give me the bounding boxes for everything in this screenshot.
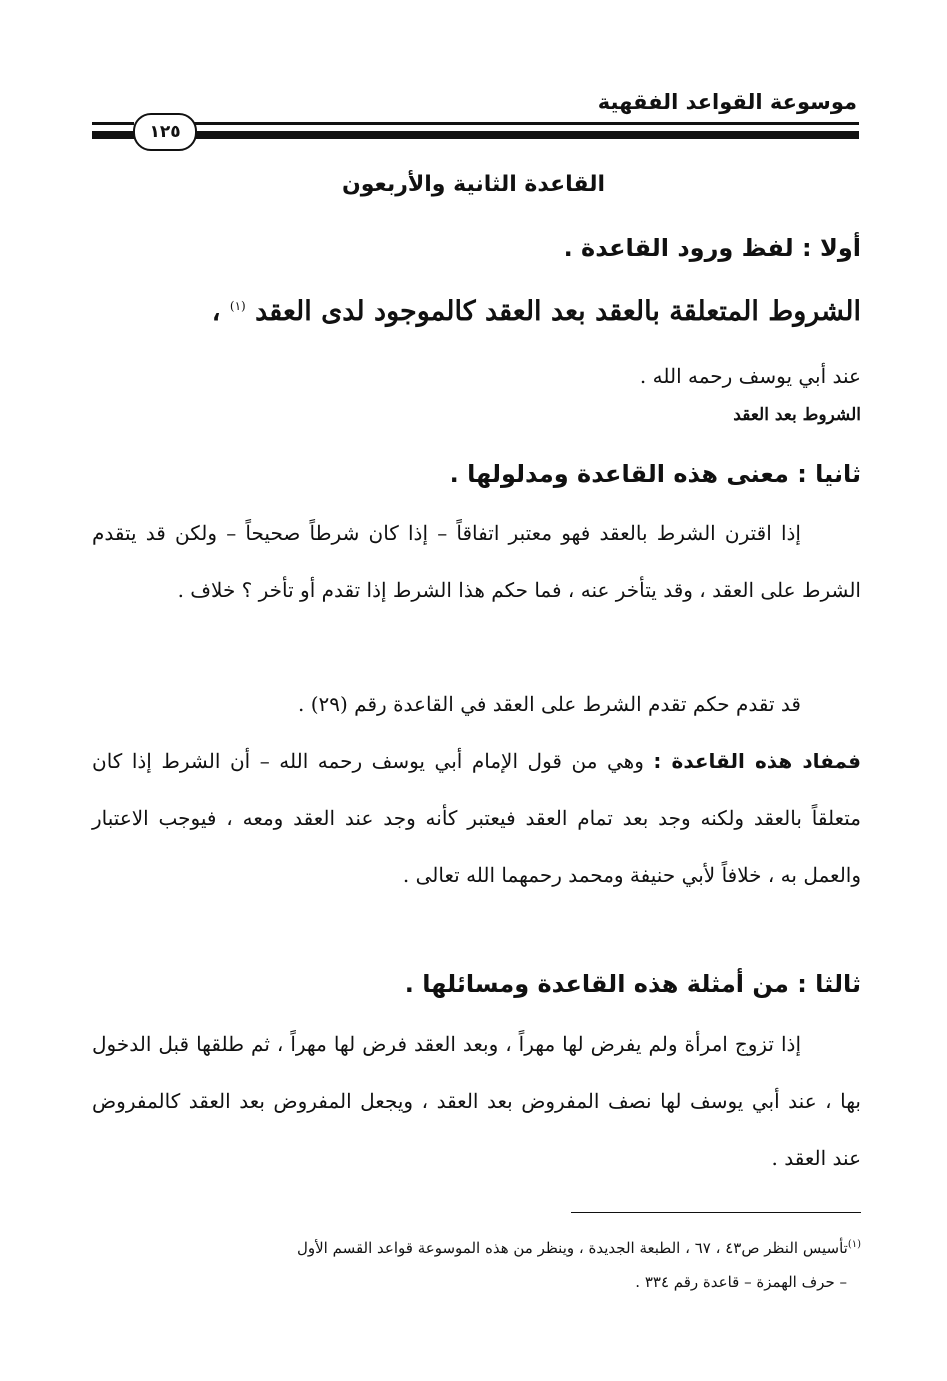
footnote [92, 1228, 861, 1299]
running-header-title: موسوعة القواعد الفقهية [597, 90, 857, 114]
section-heading-wording: أولا : لفظ ورود القاعدة . [563, 234, 861, 262]
chapter-title: القاعدة الثانية والأربعون [341, 172, 606, 197]
header-rule-thin-left [92, 122, 134, 125]
page-number: ١٢٥ [133, 113, 197, 151]
rule-statement-text: الشروط المتعلقة بالعقد بعد العقد كالموجود لدى العقد [255, 296, 861, 327]
header-rule-thick [193, 131, 859, 139]
footnote-separator [571, 1212, 861, 1213]
side-note: الشروط بعد العقد [733, 405, 861, 425]
section-heading-examples: ثالثا : من أمثلة هذه القاعدة ومسائلها . [404, 970, 861, 998]
paragraph-body: وهي من قول الإمام أبي يوسف رحمه الله – أن الشرط إذا كان متعلقاً بالعقد ولكنه وجد بعد تمام العقد فيعتبر كأنه وجد عند العقد ومعه ، فيوجب الاعتبار والعمل به ، خلافاً لأبي حنيفة ومحمد رحمهما الله تعالى . [92, 749, 861, 887]
rule-attribution: عند أبي يوسف رحمه الله . [639, 364, 861, 388]
footnote-line-1: تأسيس النظر ص٤٣ ، ٦٧ ، الطبعة الجديدة ، وينظر من هذه الموسوعة قواعد القسم الأول [296, 1239, 848, 1257]
meaning-paragraph-1: إذا اقترن الشرط بالعقد فهو معتبر اتفاقاً – إذا كان شرطاً صحيحاً – ولكن قد يتقدم الشرط على العقد ، وقد يتأخر عنه ، فما حكم هذا الشرط إذا تقدم أو تأخر ؟ خلاف . [92, 521, 861, 602]
footnote-ref: (١) [229, 299, 246, 313]
meaning-paragraph-3 [92, 733, 861, 904]
header-rule-thick-left [92, 131, 134, 139]
rule-statement-suffix: ، [211, 296, 230, 327]
footnote-line-2: – حرف الهمزة – قاعدة رقم ٣٣٤ . [635, 1273, 847, 1291]
footnote-marker: (١) [847, 1239, 861, 1250]
examples-paragraph-1: إذا تزوج امرأة ولم يفرض لها مهراً ، وبعد العقد فرض لها مهراً ، ثم طلقها قبل الدخول بها ، عند أبي يوسف لها نصف المفروض بعد العقد ، ويجعل المفروض بعد العقد كالمفروض عند العقد . [92, 1032, 861, 1170]
meaning-paragraph-2: قد تقدم حكم تقدم الشرط على العقد في القاعدة رقم (٢٩) . [298, 692, 801, 716]
section-heading-meaning: ثانيا : معنى هذه القاعدة ومدلولها . [449, 460, 861, 488]
rule-statement [92, 288, 861, 330]
paragraph-lead: فمفاد هذه القاعدة : [653, 749, 861, 773]
header-rule-thin [193, 122, 859, 125]
